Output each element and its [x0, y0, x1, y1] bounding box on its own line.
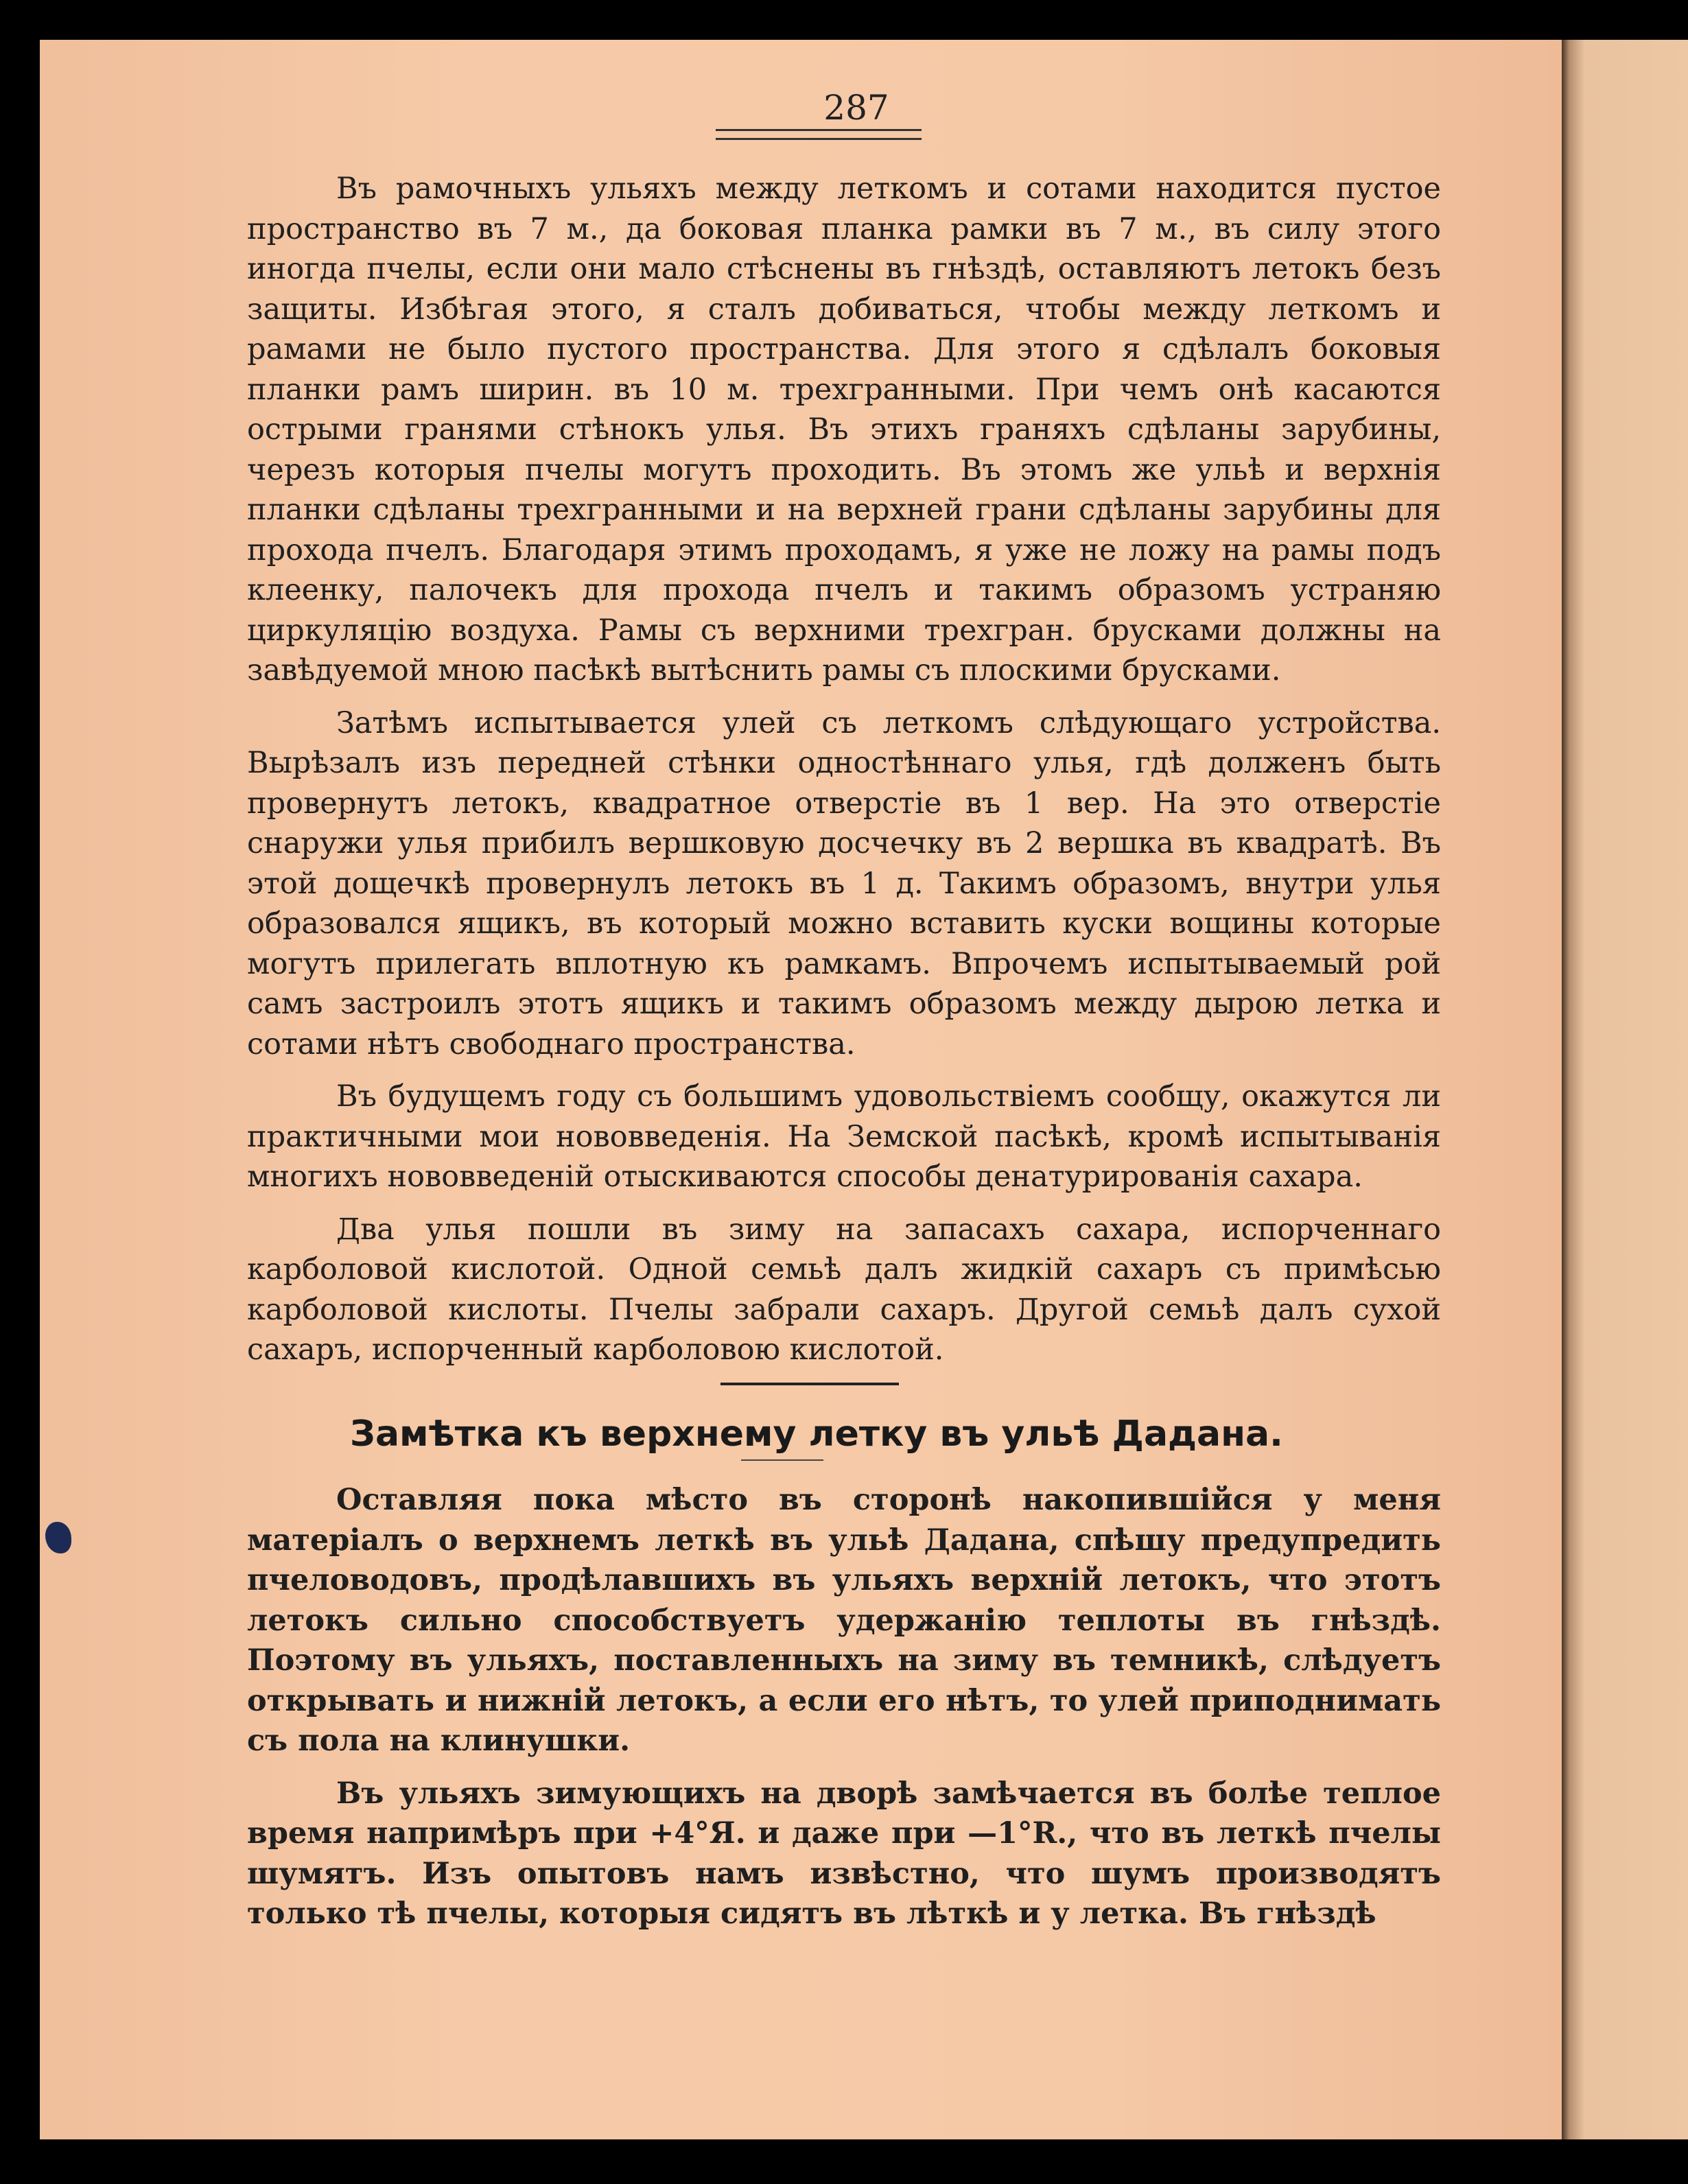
paragraph-wintering-outdoors: Въ ульяхъ зимующихъ на дворѣ замѣчается въ болѣе теплое время напримѣръ при +4°Я. и даже при —1°R., что въ леткѣ пчелы шумятъ. Изъ опытовъ намъ извѣстно, что шумъ производятъ только тѣ пчелы, которыя сидятъ въ лѣткѣ и у летка. Въ гнѣздѣ: [247, 1776, 1441, 1931]
heading-underline: [741, 1459, 823, 1461]
page-number-rule: [716, 129, 922, 140]
book-page: [40, 40, 1562, 2139]
next-page-edge: [1562, 40, 1688, 2139]
page-body: [247, 169, 1441, 1947]
paragraph-next-year: Въ будущемъ году съ большимъ удовольствіемъ сообщу, окажутся ли практичными мои нововведенія. На Земской пасѣкѣ, кромѣ испытыванія многихъ нововведеній отыскиваются способы денатурированія сахара.: [247, 1079, 1441, 1194]
paragraph-entrance-box: Затѣмъ испытывается улей съ леткомъ слѣдующаго устройства. Вырѣзалъ изъ передней стѣнки одностѣннаго улья, гдѣ долженъ быть провернутъ летокъ, квадратное отверстіе въ 1 вер. На это отверстіе снаружи улья прибилъ вершковую досчечку въ 2 вершка въ квадратѣ. Въ этой дощечкѣ провернулъ летокъ въ 1 д. Такимъ образомъ, внутри улья образовался ящикъ, въ который можно вставить куски вощины которые могутъ прилегать вплотную къ рамкамъ. Впрочемъ испытываемый рой самъ застроилъ этотъ ящикъ и такимъ образомъ между дырою летка и сотами нѣтъ свободнаго пространства.: [247, 705, 1441, 1061]
section-heading: Замѣтка къ верхнему летку въ ульѣ Дадана.: [350, 1413, 1283, 1455]
page-number: 287: [823, 88, 889, 128]
paragraph-frame-hives: Въ рамочныхъ ульяхъ между леткомъ и сотами находится пустое пространство въ 7 м., да боковая планка рамки въ 7 м., въ силу этого иногда пчелы, если они мало стѣснены въ гнѣздѣ, оставляютъ летокъ безъ защиты. Избѣгая этого, я сталъ добиваться, чтобы между леткомъ и рамами не было пустого пространства. Для этого я сдѣлалъ боковыя планки рамъ ширин. въ 10 м. трехгранными. При чемъ онѣ касаются острыми гранями стѣнокъ улья. Въ этихъ граняхъ сдѣланы зарубины, черезъ которыя пчелы могутъ проходить. Въ этомъ же ульѣ и верхнія планки сдѣланы трехгранными и на верхней грани сдѣланы зарубины для прохода пчелъ. Благодаря этимъ проходамъ, я уже не ложу на рамы подъ клеенку, палочекъ для прохода пчелъ и такимъ образомъ устраняю циркуляцію воздуха. Рамы съ верхними трехгран. брусками должны на завѣдуемой мною пасѣкѣ вытѣснить рамы съ плоскими брусками.: [247, 172, 1441, 688]
section-divider: [720, 1383, 899, 1385]
paragraph-upper-entrance: Оставляя пока мѣсто въ сторонѣ накопившійся у меня матеріалъ о верхнемъ леткѣ въ ульѣ Дадана, спѣшу предупредить пчеловодовъ, продѣлавшихъ въ ульяхъ верхній летокъ, что этотъ летокъ сильно способствуетъ удержанію теплоты въ гнѣздѣ. Поэтому въ ульяхъ, поставленныхъ на зиму въ темникѣ, слѣдуетъ открывать и нижній летокъ, а если его нѣтъ, то улей приподнимать съ пола на клинушки.: [247, 1483, 1441, 1758]
paragraph-sugar-experiment: Два улья пошли въ зиму на запасахъ сахара, испорченнаго карболовой кислотой. Одной семьѣ далъ жидкій сахаръ съ примѣсью карболовой кислоты. Пчелы забрали сахаръ. Другой семьѣ далъ сухой сахаръ, испорченный карболовою кислотой.: [247, 1212, 1441, 1367]
